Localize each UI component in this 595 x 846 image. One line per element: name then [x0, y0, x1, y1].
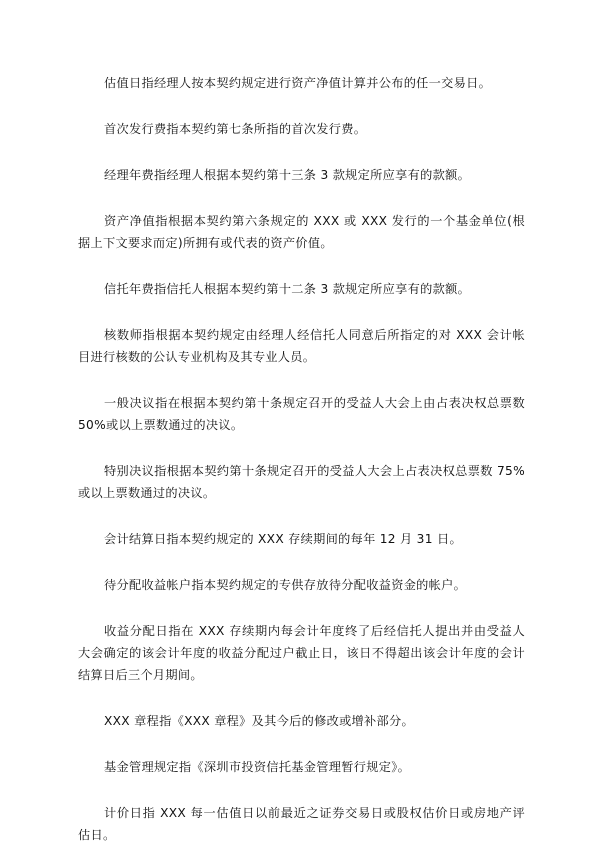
definition-income-distribution-day: 收益分配日指在 XXX 存续期内每会计年度终了后经信托人提出并由受益人大会确定的该会计年度的收益分配过户截止日，该日不得超出该会计年度的会计结算日后三个月期间。	[78, 624, 525, 682]
definition-trustee-annual-fee: 信托年费指信托人根据本契约第十二条 3 款规定所应享有的款额。	[104, 282, 471, 296]
definition-manager-annual-fee: 经理年费指经理人根据本契约第十三条 3 款规定所应享有的款额。	[104, 168, 471, 182]
definition-accounting-settlement-day: 会计结算日指本契约规定的 XXX 存续期间的每年 12 月 31 日。	[104, 532, 462, 546]
definition-distributable-income-account: 待分配收益帐户指本契约规定的专供存放待分配收益资金的帐户。	[104, 578, 467, 592]
definition-valuation-day: 估值日指经理人按本契约规定进行资产净值计算并公布的任一交易日。	[104, 76, 492, 90]
definition-articles: XXX 章程指《XXX 章程》及其今后的修改或增补部分。	[104, 714, 414, 728]
definition-auditor: 核数师指根据本契约规定由经理人经信托人同意后所指定的对 XXX 会计帐目进行核数的公认专业机构及其专业人员。	[78, 328, 525, 364]
definition-pricing-day: 计价日指 XXX 每一估值日以前最近之证券交易日或股权估价日或房地产评估日。	[78, 806, 525, 842]
definition-net-asset-value: 资产净值指根据本契约第六条规定的 XXX 或 XXX 发行的一个基金单位(根据上下文要求而定)所拥有或代表的资产价值。	[78, 214, 525, 250]
definition-ordinary-resolution: 一般决议指在根据本契约第十条规定召开的受益人大会上由占表决权总票数 50%或以上票数通过的决议。	[78, 396, 525, 432]
definition-special-resolution: 特别决议指根据本契约第十条规定召开的受益人大会上占表决权总票数 75%或以上票数通过的决议。	[78, 464, 525, 500]
definition-fund-management-rules: 基金管理规定指《深圳市投资信托基金管理暂行规定》。	[104, 760, 411, 774]
definition-initial-issue-fee: 首次发行费指本契约第七条所指的首次发行费。	[104, 122, 367, 136]
